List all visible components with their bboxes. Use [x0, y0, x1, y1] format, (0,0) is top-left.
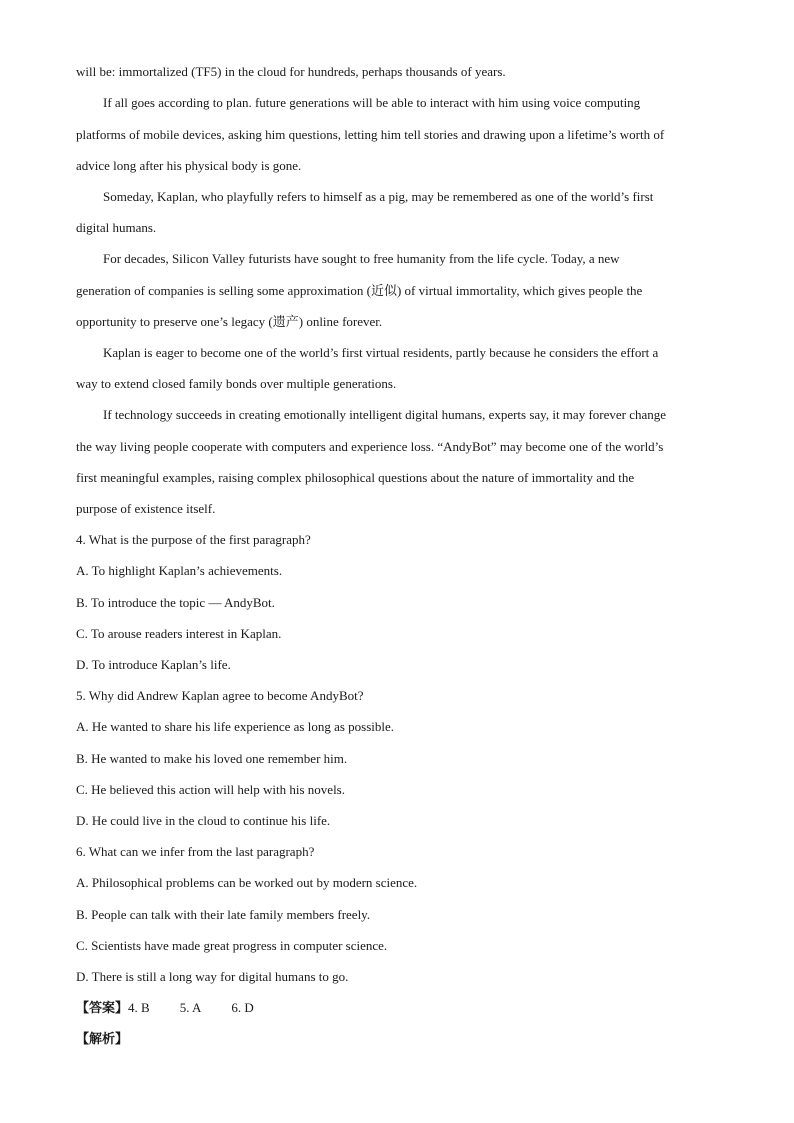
answer-6: 6. D — [231, 1000, 254, 1015]
question-6-option-d: D. There is still a long way for digital humans to go. — [76, 969, 349, 984]
question-6-option-c: C. Scientists have made great progress in computer science. — [76, 938, 388, 953]
passage-line: If all goes according to plan. future generations will be able to interact with him using voice computing — [103, 95, 641, 110]
question-4: 4. What is the purpose of the first paragraph? — [76, 532, 311, 547]
passage-line: opportunity to preserve one’s legacy (遗产) online forever. — [76, 314, 383, 329]
question-6: 6. What can we infer from the last paragraph? — [76, 844, 315, 859]
passage-line: Kaplan is eager to become one of the world’s first virtual residents, partly because he considers the effort a — [103, 345, 659, 360]
question-4-option-c: C. To arouse readers interest in Kaplan. — [76, 626, 282, 641]
question-5-option-d: D. He could live in the cloud to continue his life. — [76, 813, 331, 828]
passage-line: platforms of mobile devices, asking him questions, letting him tell stories and drawing upon a lifetime’s worth of — [76, 127, 665, 142]
passage-line: first meaningful examples, raising complex philosophical questions about the nature of immortality and the — [76, 470, 635, 485]
question-6-option-b: B. People can talk with their late family members freely. — [76, 907, 371, 922]
passage-line: If technology succeeds in creating emotionally intelligent digital humans, experts say, it may forever change — [103, 407, 667, 422]
passage-line: purpose of existence itself. — [76, 501, 216, 516]
passage-line: For decades, Silicon Valley futurists have sought to free humanity from the life cycle. Today, a new — [103, 251, 620, 266]
answer-4: 4. B — [128, 1000, 150, 1015]
passage-line: generation of companies is selling some approximation (近似) of virtual immortality, which gives people the — [76, 283, 643, 298]
passage-line: Someday, Kaplan, who playfully refers to himself as a pig, may be remembered as one of the world’s first — [103, 189, 654, 204]
answer-label: 【答案】 — [76, 1001, 129, 1016]
question-5-option-c: C. He believed this action will help with his novels. — [76, 782, 345, 797]
passage-line: the way living people cooperate with computers and experience loss. “AndyBot” may become one of the world’s — [76, 439, 664, 454]
analysis-label: 【解析】 — [76, 1032, 129, 1047]
question-5-option-a: A. He wanted to share his life experience as long as possible. — [76, 719, 395, 734]
question-4-option-b: B. To introduce the topic — AndyBot. — [76, 595, 275, 610]
answer-5: 5. A — [179, 1000, 202, 1015]
passage-line: will be: immortalized (TF5) in the cloud for hundreds, perhaps thousands of years. — [76, 64, 506, 79]
question-6-option-a: A. Philosophical problems can be worked out by modern science. — [76, 875, 418, 890]
passage-line: digital humans. — [76, 220, 157, 235]
analysis-line — [76, 1030, 716, 1049]
passage-line: way to extend closed family bonds over multiple generations. — [76, 376, 397, 391]
question-5: 5. Why did Andrew Kaplan agree to become AndyBot? — [76, 688, 364, 703]
question-5-option-b: B. He wanted to make his loved one remember him. — [76, 751, 348, 766]
question-4-option-d: D. To introduce Kaplan’s life. — [76, 657, 231, 672]
passage-line: advice long after his physical body is gone. — [76, 158, 302, 173]
answer-line — [76, 999, 716, 1018]
question-4-option-a: A. To highlight Kaplan’s achievements. — [76, 563, 283, 578]
